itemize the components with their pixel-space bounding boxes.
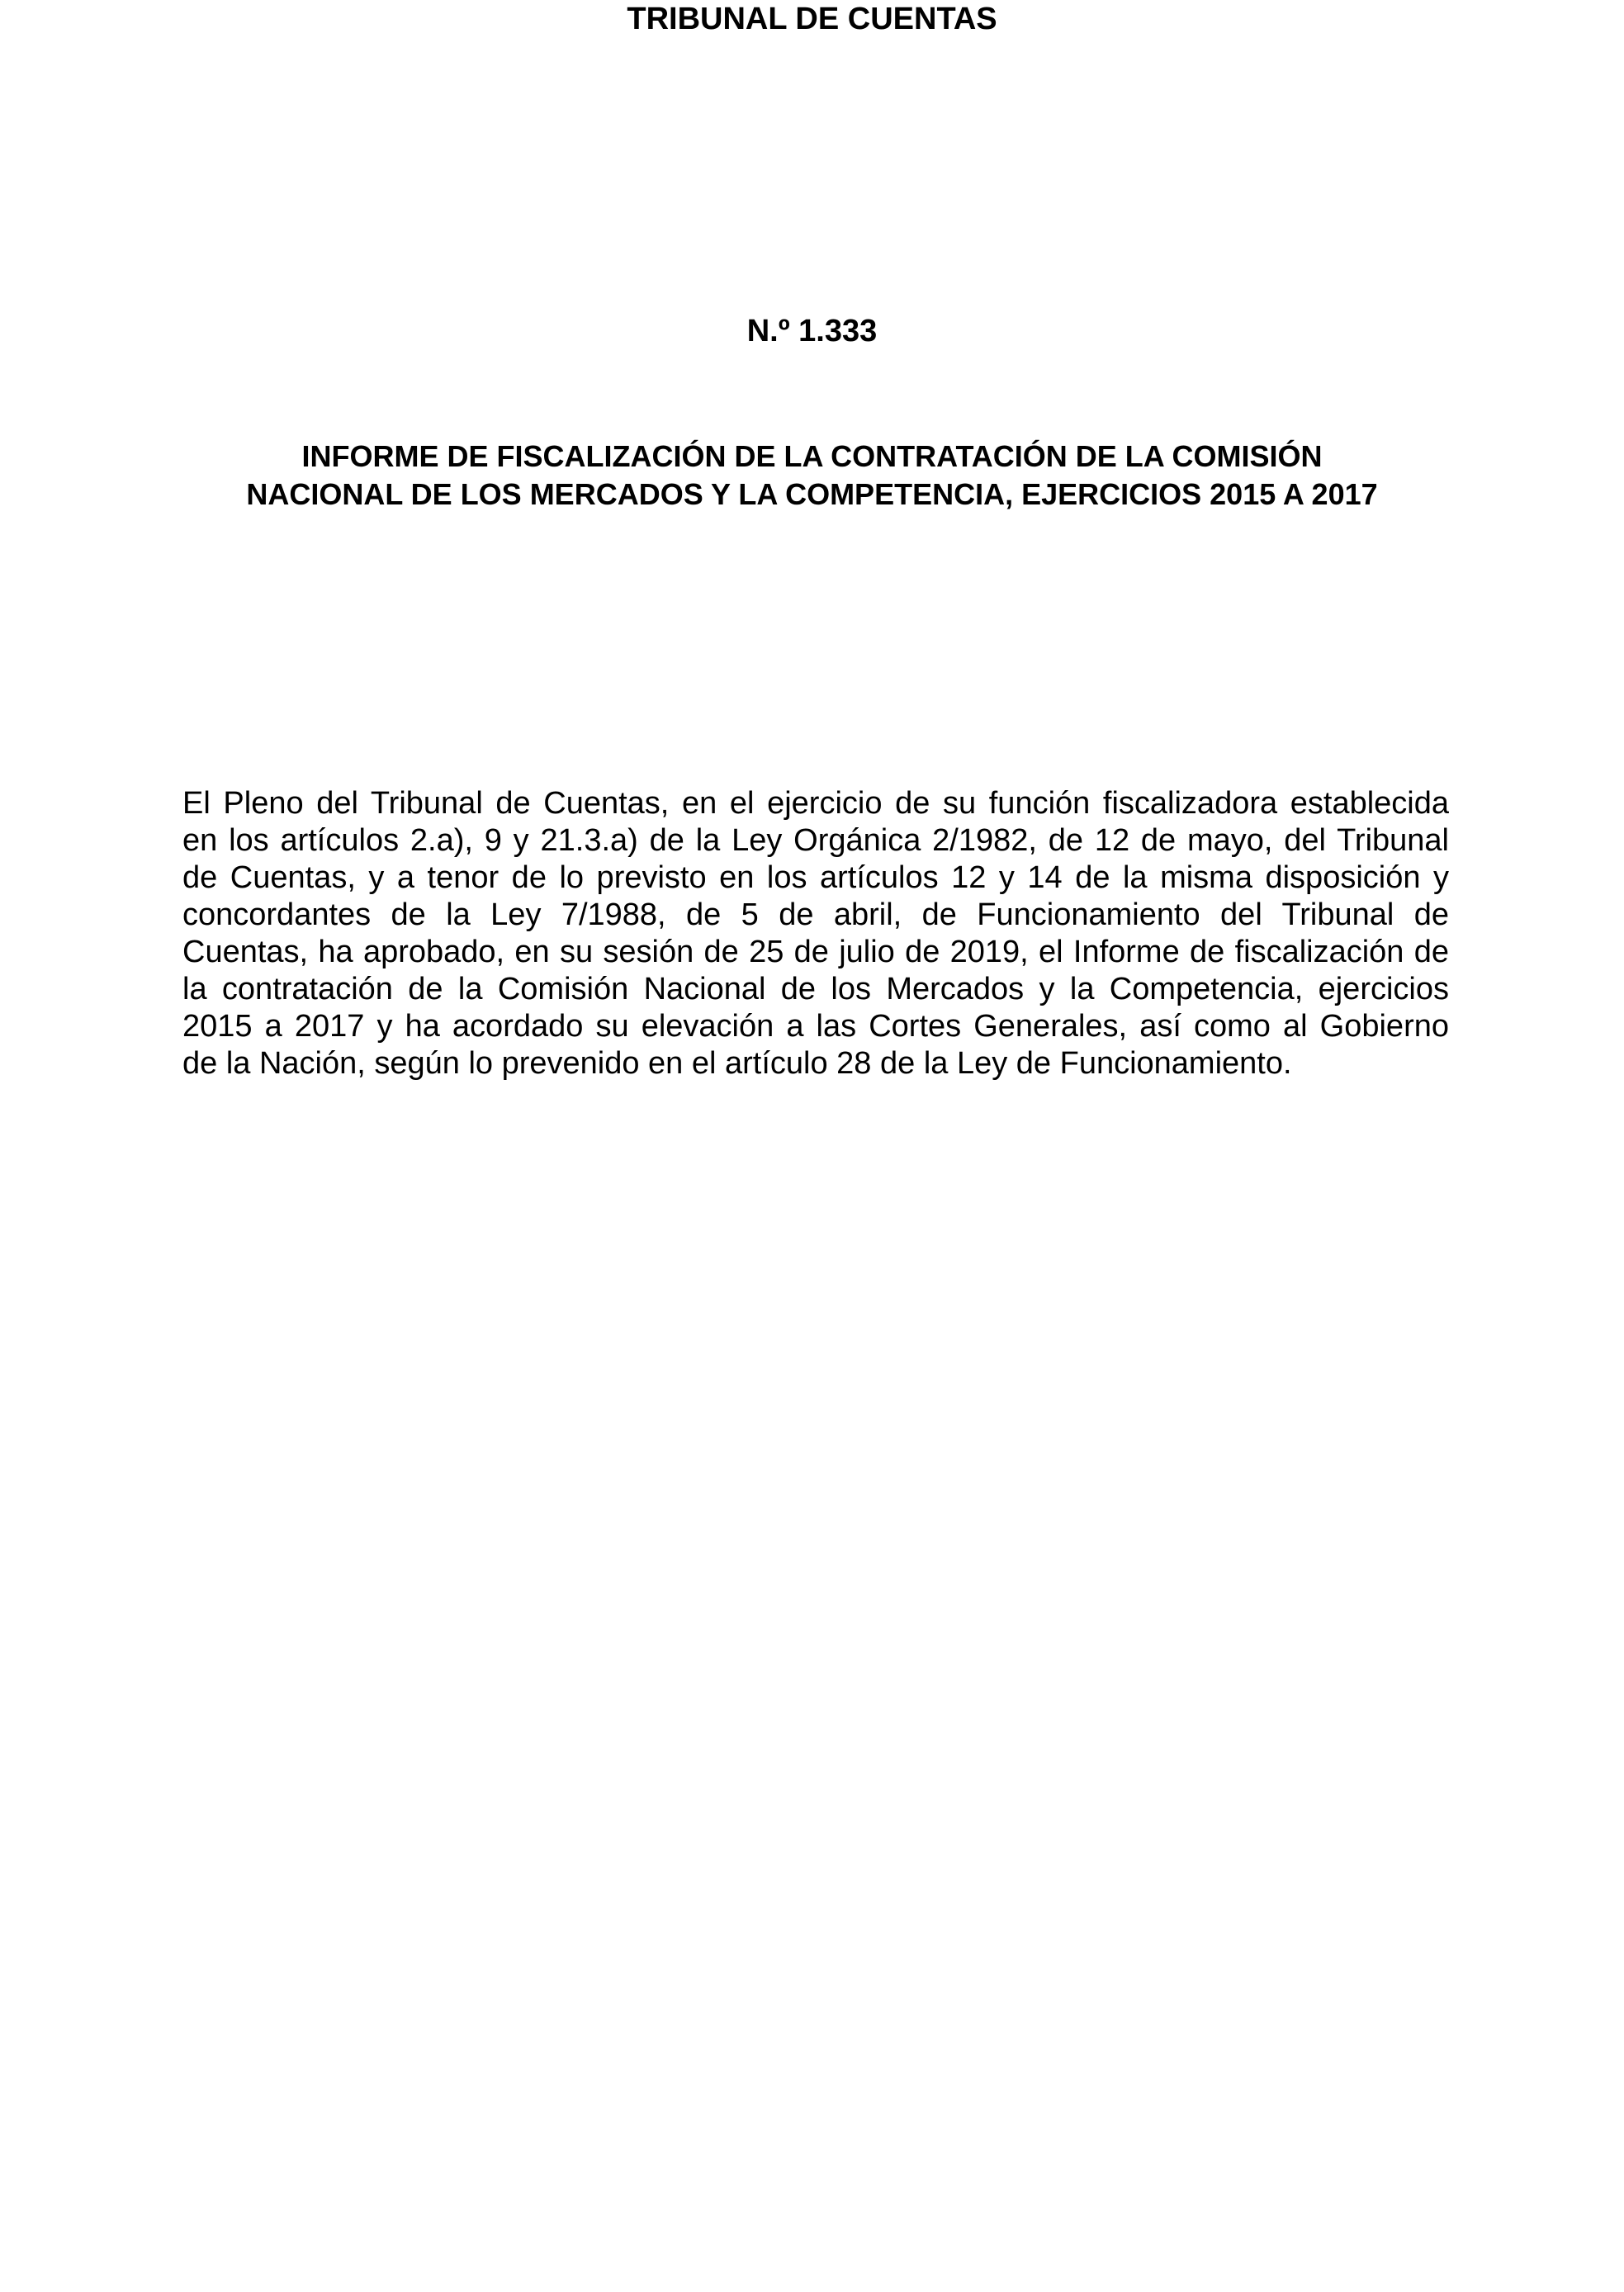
paragraph-line: de la Nación, según lo prevenido en el artículo 28 de la Ley de Funcionamiento.	[182, 1046, 1292, 1081]
paragraph-line: concordantes de la Ley 7/1988, de 5 de abril, de Funcionamiento del Tribunal de	[182, 897, 1449, 932]
approval-paragraph	[182, 785, 1449, 1082]
report-title	[165, 438, 1459, 514]
paragraph-line: en los artículos 2.a), 9 y 21.3.a) de la Ley Orgánica 2/1982, de 12 de mayo, del Tribunal	[182, 823, 1449, 858]
report-title-line: INFORME DE FISCALIZACIÓN DE LA CONTRATACIÓN DE LA COMISIÓN	[301, 439, 1323, 473]
institution-header: TRIBUNAL DE CUENTAS	[627, 2, 997, 36]
report-title-line: NACIONAL DE LOS MERCADOS Y LA COMPETENCIA, EJERCICIOS 2015 A 2017	[246, 477, 1378, 511]
report-number: N.º 1.333	[746, 314, 878, 348]
paragraph-line: de Cuentas, y a tenor de lo previsto en los artículos 12 y 14 de la misma disposición y	[182, 860, 1449, 895]
paragraph-line: 2015 a 2017 y ha acordado su elevación a las Cortes Generales, así como al Gobierno	[182, 1009, 1449, 1044]
paragraph-line: El Pleno del Tribunal de Cuentas, en el ejercicio de su función fiscalizadora establecida	[182, 786, 1449, 821]
paragraph-line: la contratación de la Comisión Nacional de los Mercados y la Competencia, ejercicios	[182, 972, 1449, 1006]
paragraph-line: Cuentas, ha aprobado, en su sesión de 25 de julio de 2019, el Informe de fiscalización de	[182, 935, 1449, 969]
